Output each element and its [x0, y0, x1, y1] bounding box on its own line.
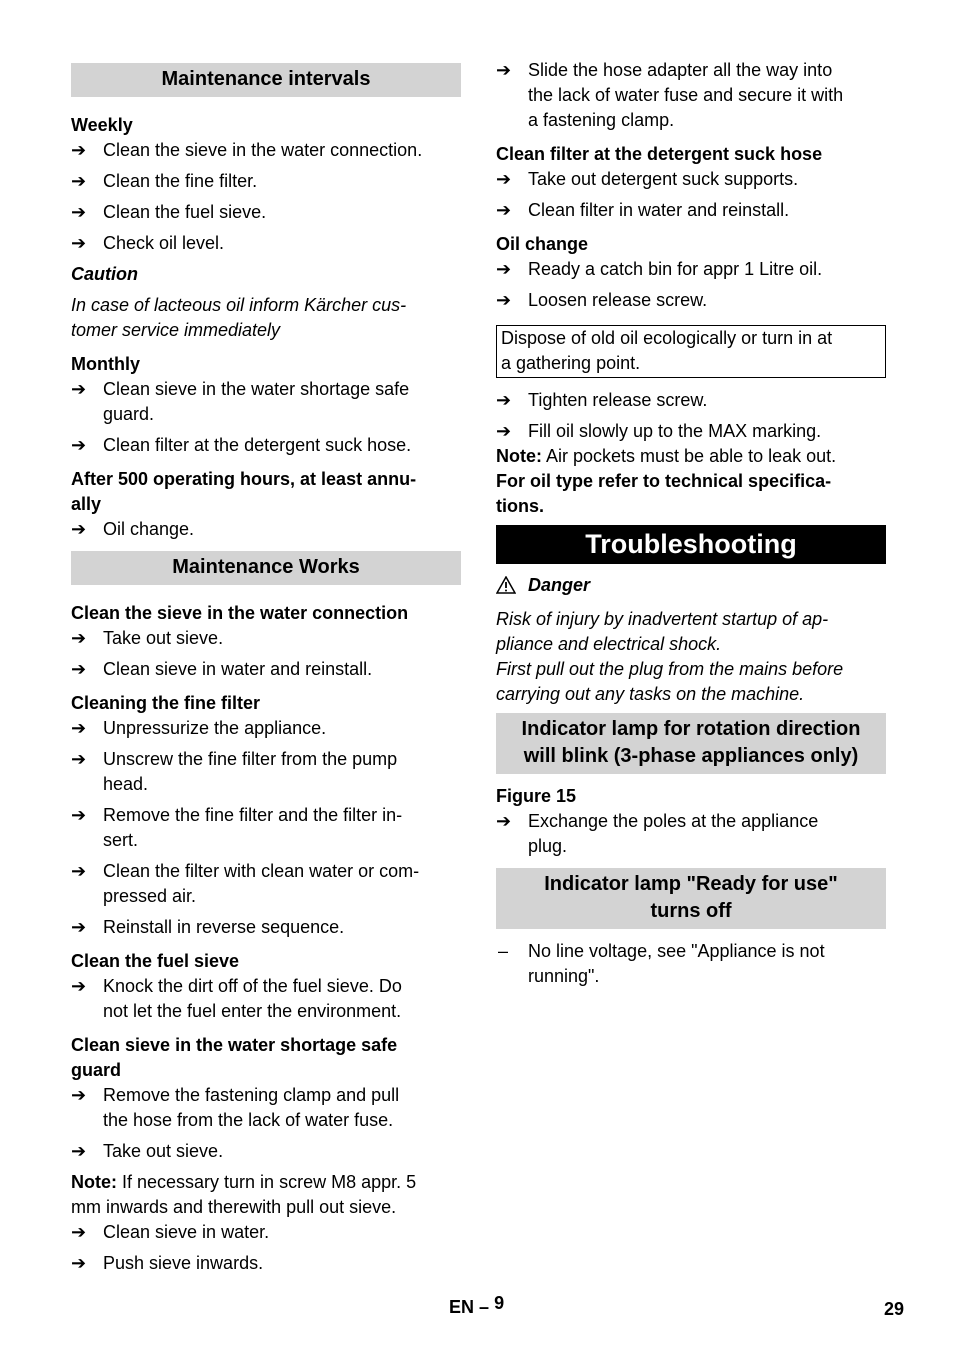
list-item: ➔ Clean the filter with clean water or com- pressed air. — [71, 859, 461, 909]
caution-text: In case of lacteous oil inform Kärcher cus- tomer service immediately — [71, 295, 407, 340]
arrow-right-icon: ➔ — [71, 659, 87, 679]
danger-title: Danger — [496, 573, 886, 601]
arrow-right-icon: ➔ — [496, 169, 512, 189]
arrow-right-icon: ➔ — [71, 749, 87, 769]
arrow-right-icon: ➔ — [71, 917, 87, 937]
list-item: ➔ Clean sieve in the water shortage safe guard. — [71, 377, 461, 427]
note-paragraph: Note: If necessary turn in screw M8 appr. 5 mm inwards and therewith pull out sieve. — [71, 1172, 417, 1217]
list-item: ➔ Tighten release screw. — [496, 388, 886, 413]
danger-text: Risk of injury by inadvertent startup of ap- pliance and electrical shock. First pull out the plug from the mains before carrying out any tasks on the machine. — [496, 609, 844, 704]
list-item: ➔ Reinstall in reverse sequence. — [71, 915, 461, 940]
weekly-list — [71, 138, 461, 256]
list-item: ➔ Remove the fastening clamp and pull the hose from the lack of water fuse. — [71, 1083, 461, 1133]
left-column — [71, 63, 461, 1276]
list-item: ➔ Clean filter at the detergent suck hose. — [71, 433, 461, 458]
list-item: ➔ Knock the dirt off of the fuel sieve. Do not let the fuel enter the environment. — [71, 974, 461, 1024]
subheading-fine-filter: Cleaning the fine filter — [71, 693, 261, 713]
subheading-after-500-hours: After 500 operating hours, at least annu- ally — [71, 469, 417, 514]
subheading-water-shortage-guard: Clean sieve in the water shortage safe guard — [71, 1035, 398, 1080]
caution-title: Caution — [71, 264, 138, 284]
air-pocket-note: Note: Air pockets must be able to leak out. — [496, 446, 837, 466]
right-column — [496, 58, 886, 989]
section-heading-maintenance-intervals: Maintenance intervals — [71, 63, 461, 97]
list-item: ➔ Oil change. — [71, 517, 461, 542]
subheading-fuel-sieve: Clean the fuel sieve — [71, 951, 240, 971]
list-item: – No line voltage, see "Appliance is not running". — [496, 939, 886, 989]
arrow-right-icon: ➔ — [71, 718, 87, 738]
list-item: ➔ Clean filter in water and reinstall. — [496, 198, 886, 223]
list-item: ➔ Remove the fine filter and the filter in- sert. — [71, 803, 461, 853]
page-number: 29 — [884, 1299, 905, 1319]
section-heading-indicator-rotation: Indicator lamp for rotation direction will blink (3-phase appliances only) — [496, 713, 886, 774]
arrow-right-icon: ➔ — [496, 290, 512, 310]
list-item: ➔ Exchange the poles at the appliance plug. — [496, 809, 886, 859]
list-item: ➔ Clean the fuel sieve. — [71, 200, 461, 225]
list-item: ➔ Take out sieve. — [71, 626, 461, 651]
arrow-right-icon: ➔ — [71, 171, 87, 191]
arrow-right-icon: ➔ — [71, 1141, 87, 1161]
arrow-right-icon: ➔ — [71, 202, 87, 222]
list-item: ➔ Unpressurize the appliance. — [71, 716, 461, 741]
list-item: ➔ Ready a catch bin for appr 1 Litre oil. — [496, 257, 886, 282]
section-heading-maintenance-works: Maintenance Works — [71, 551, 461, 585]
list-item: ➔ Check oil level. — [71, 231, 461, 256]
subheading-detergent-filter: Clean filter at the detergent suck hose — [496, 144, 823, 164]
oil-type-note: For oil type refer to technical specifica- tions. — [496, 471, 832, 516]
arrow-right-icon: ➔ — [71, 519, 87, 539]
arrow-right-icon: ➔ — [71, 1222, 87, 1242]
arrow-right-icon: ➔ — [496, 421, 512, 441]
arrow-right-icon: ➔ — [496, 259, 512, 279]
section-heading-indicator-ready: Indicator lamp "Ready for use" turns off — [496, 868, 886, 929]
arrow-right-icon: ➔ — [71, 1085, 87, 1105]
list-item: ➔ Clean sieve in water. — [71, 1220, 461, 1245]
arrow-right-icon: ➔ — [496, 811, 512, 831]
subheading-monthly: Monthly — [71, 354, 140, 374]
figure-label: Figure 15 — [496, 786, 577, 806]
arrow-right-icon: ➔ — [71, 140, 87, 160]
dispose-notice-box: Dispose of old oil ecologically or turn in at a gathering point. — [496, 325, 886, 378]
arrow-right-icon: ➔ — [71, 805, 87, 825]
footer-language-label: EN – 9 — [449, 1293, 505, 1317]
list-item: ➔ Fill oil slowly up to the MAX marking. — [496, 419, 886, 444]
arrow-right-icon: ➔ — [71, 861, 87, 881]
list-item: ➔ Clean the sieve in the water connection. — [71, 138, 461, 163]
arrow-right-icon: ➔ — [496, 200, 512, 220]
arrow-right-icon: ➔ — [496, 60, 512, 80]
subheading-weekly: Weekly — [71, 115, 133, 135]
list-item: ➔ Take out detergent suck supports. — [496, 167, 886, 192]
list-item: ➔ Slide the hose adapter all the way into the lack of water fuse and secure it with a fastening clamp. — [496, 58, 886, 133]
arrow-right-icon: ➔ — [496, 390, 512, 410]
arrow-right-icon: ➔ — [71, 628, 87, 648]
list-item: ➔ Clean sieve in water and reinstall. — [71, 657, 461, 682]
subheading-oil-change: Oil change — [496, 234, 589, 254]
list-item: ➔ Unscrew the fine filter from the pump head. — [71, 747, 461, 797]
list-item: ➔ Take out sieve. — [71, 1139, 461, 1164]
arrow-right-icon: ➔ — [71, 435, 87, 455]
arrow-right-icon: ➔ — [71, 233, 87, 253]
list-item: ➔ Clean the fine filter. — [71, 169, 461, 194]
list-item: ➔ Loosen release screw. — [496, 288, 886, 313]
dash-bullet: – — [498, 941, 509, 961]
arrow-right-icon: ➔ — [71, 976, 87, 996]
warning-triangle-icon — [496, 576, 518, 601]
list-item: ➔ Push sieve inwards. — [71, 1251, 461, 1276]
arrow-right-icon: ➔ — [71, 379, 87, 399]
arrow-right-icon: ➔ — [71, 1253, 87, 1273]
section-heading-troubleshooting: Troubleshooting — [496, 525, 886, 564]
subheading-water-connection: Clean the sieve in the water connection — [71, 603, 409, 623]
